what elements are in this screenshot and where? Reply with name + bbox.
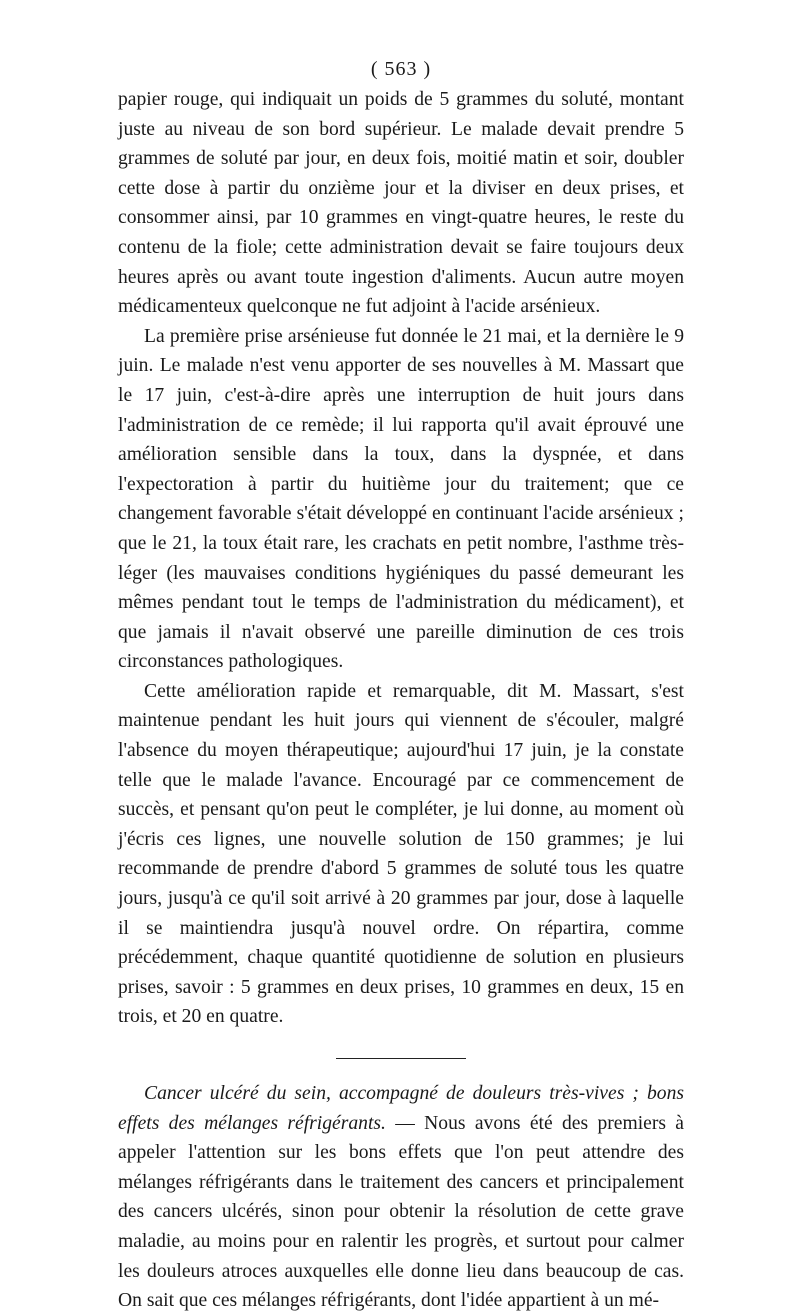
paragraph-continuation: papier rouge, qui indiquait un poids de 5 grammes du soluté, montant juste au niveau de son bord supérieur. Le malade devait prendre 5 grammes de soluté par jour, en deux fois, moitié matin et soir, doubler cette dose à partir du onzième jour et la diviser en deux prises, et consommer ainsi, par 10 grammes en vingt-quatre heures, le reste du contenu de la fiole; cette administration devait se faire toujours deux heures après ou avant toute ingestion d'aliments. Aucun autre moyen médicamenteux quelconque ne fut adjoint à l'acide arsénieux. — [118, 89, 684, 318]
page-number: ( 563 ) — [370, 58, 432, 80]
section-body: — Nous avons été des premiers à appeler l'attention sur les bons effets que l'on peut attendre des mélanges réfrigérants dans le traitement des cancers et principalement des cancers ulcérés, sinon pour obtenir la résolution de cette grave maladie, au moins pour en ralentir les progrès, et surtout pour calmer les douleurs atroces auxquelles elle donne lieu dans beaucoup de cas. On sait que ces mélanges réfrigérants, dont l'idée appartient à un mé- — [118, 1112, 685, 1312]
section-paragraph — [118, 1079, 684, 1316]
section-divider — [336, 1058, 466, 1059]
book-page — [118, 58, 684, 1316]
paragraph-first-dose: La première prise arsénieuse fut donnée le 21 mai, et la dernière le 9 juin. Le malade n'est venu apporter de ses nouvelles à M. Massart que le 17 juin, c'est-à-dire après une interruption de huit jours dans l'administration de ce remède; il lui rapporta qu'il avait éprouvé une amélioration sensible dans la toux, dans la dyspnée, et dans l'expectoration à partir du huitième jour du traitement; que ce changement favorable s'était développé en continuant l'acide arsénieux ; que le 21, la toux était rare, les crachats en petit nombre, l'asthme très-léger (les mauvaises conditions hygiéniques du passé demeurant les mêmes pendant tout le temps de l'administration du médicament), et que jamais il n'avait observé une pareille diminution de ces trois circonstances pathologiques. — [118, 325, 684, 673]
section-title: Cancer ulcéré du sein, accompagné de douleurs très-vives ; bons effets des mélanges réfrigérants. — [118, 1083, 684, 1134]
paragraph-massart-observation: Cette amélioration rapide et remarquable, dit M. Massart, s'est maintenue pendant les huit jours qui viennent de s'écouler, malgré l'absence du moyen thérapeutique; aujourd'hui 17 juin, je la constate telle que le malade l'avance. Encouragé par ce commencement de succès, et pensant qu'on peut le compléter, je lui donne, au moment où j'écris ces lignes, une nouvelle solution de 150 grammes; je lui recommande de prendre d'abord 5 grammes de soluté tous les quatre jours, jusqu'à ce qu'il soit arrivé à 20 grammes par jour, dose à laquelle il se maintiendra jusqu'à nouvel ordre. On répartira, comme précédemment, chaque quantité quotidienne de solution en plusieurs prises, savoir : 5 grammes en deux prises, 10 grammes en deux, 15 en trois, et 20 en quatre. — [118, 680, 684, 1028]
